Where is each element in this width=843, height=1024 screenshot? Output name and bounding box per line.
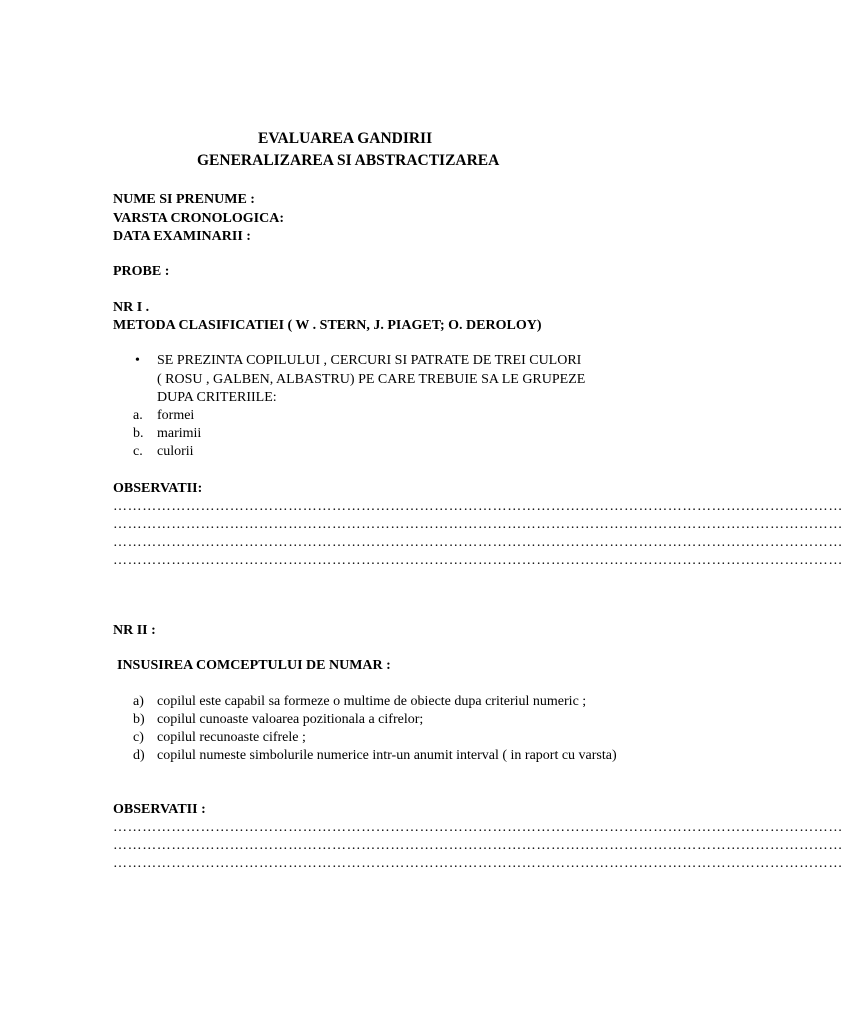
probe-label: PROBE :	[113, 264, 170, 279]
section1-bullet-line3: DUPA CRITERIILE:	[157, 390, 277, 405]
section1-observations-label: OBSERVATII:	[113, 481, 203, 496]
section2-observations-label: OBSERVATII :	[113, 802, 206, 817]
list-item: copilul este capabil sa formeze o multime de obiecte dupa criteriul numeric ;	[157, 694, 587, 709]
list-item: culorii	[157, 444, 194, 459]
list-item-label: a)	[133, 694, 144, 709]
list-item-label: b)	[133, 712, 145, 727]
section1-bullet-line1: SE PREZINTA COPILULUI , CERCURI SI PATRATE DE TREI CULORI	[157, 353, 582, 368]
dotted-answer-line: ……………………………………………………………………………………………………………………………………	[113, 838, 843, 853]
field-age-label: VARSTA CRONOLOGICA:	[113, 211, 285, 226]
list-item: copilul recunoaste cifrele ;	[157, 730, 306, 745]
section1-number: NR I .	[113, 300, 150, 315]
list-item-label: d)	[133, 748, 145, 763]
dotted-answer-line: ……………………………………………………………………………………………………………………………………	[113, 535, 843, 550]
document-title-line1: EVALUAREA GANDIRII	[258, 130, 433, 147]
list-item-label: b.	[133, 426, 144, 441]
section1-method: METODA CLASIFICATIEI ( W . STERN, J. PIAGET; O. DEROLOY)	[113, 318, 542, 333]
bullet-icon: •	[135, 353, 140, 368]
dotted-answer-line: ……………………………………………………………………………………………………………………………………	[113, 499, 843, 514]
list-item-label: c)	[133, 730, 144, 745]
list-item: copilul cunoaste valoarea pozitionala a cifrelor;	[157, 712, 424, 727]
list-item-label: c.	[133, 444, 143, 459]
dotted-answer-line: ……………………………………………………………………………………………………………………………………	[113, 553, 843, 568]
section1-bullet-line2: ( ROSU , GALBEN, ALBASTRU) PE CARE TREBUIE SA LE GRUPEZE	[157, 372, 586, 387]
dotted-answer-line: ……………………………………………………………………………………………………………………………………	[113, 820, 843, 835]
list-item: copilul numeste simbolurile numerice intr-un anumit interval ( in raport cu varsta)	[157, 748, 617, 763]
list-item: marimii	[157, 426, 202, 441]
section2-number: NR II :	[113, 623, 156, 638]
list-item: formei	[157, 408, 195, 423]
dotted-answer-line: ……………………………………………………………………………………………………………………………………	[113, 856, 843, 871]
list-item-label: a.	[133, 408, 143, 423]
section2-heading: INSUSIREA COMCEPTULUI DE NUMAR :	[117, 658, 391, 673]
field-name-label: NUME SI PRENUME :	[113, 192, 255, 207]
document-title-line2: GENERALIZAREA SI ABSTRACTIZAREA	[197, 152, 500, 169]
dotted-answer-line: ……………………………………………………………………………………………………………………………………	[113, 517, 843, 532]
field-date-label: DATA EXAMINARII :	[113, 229, 251, 244]
